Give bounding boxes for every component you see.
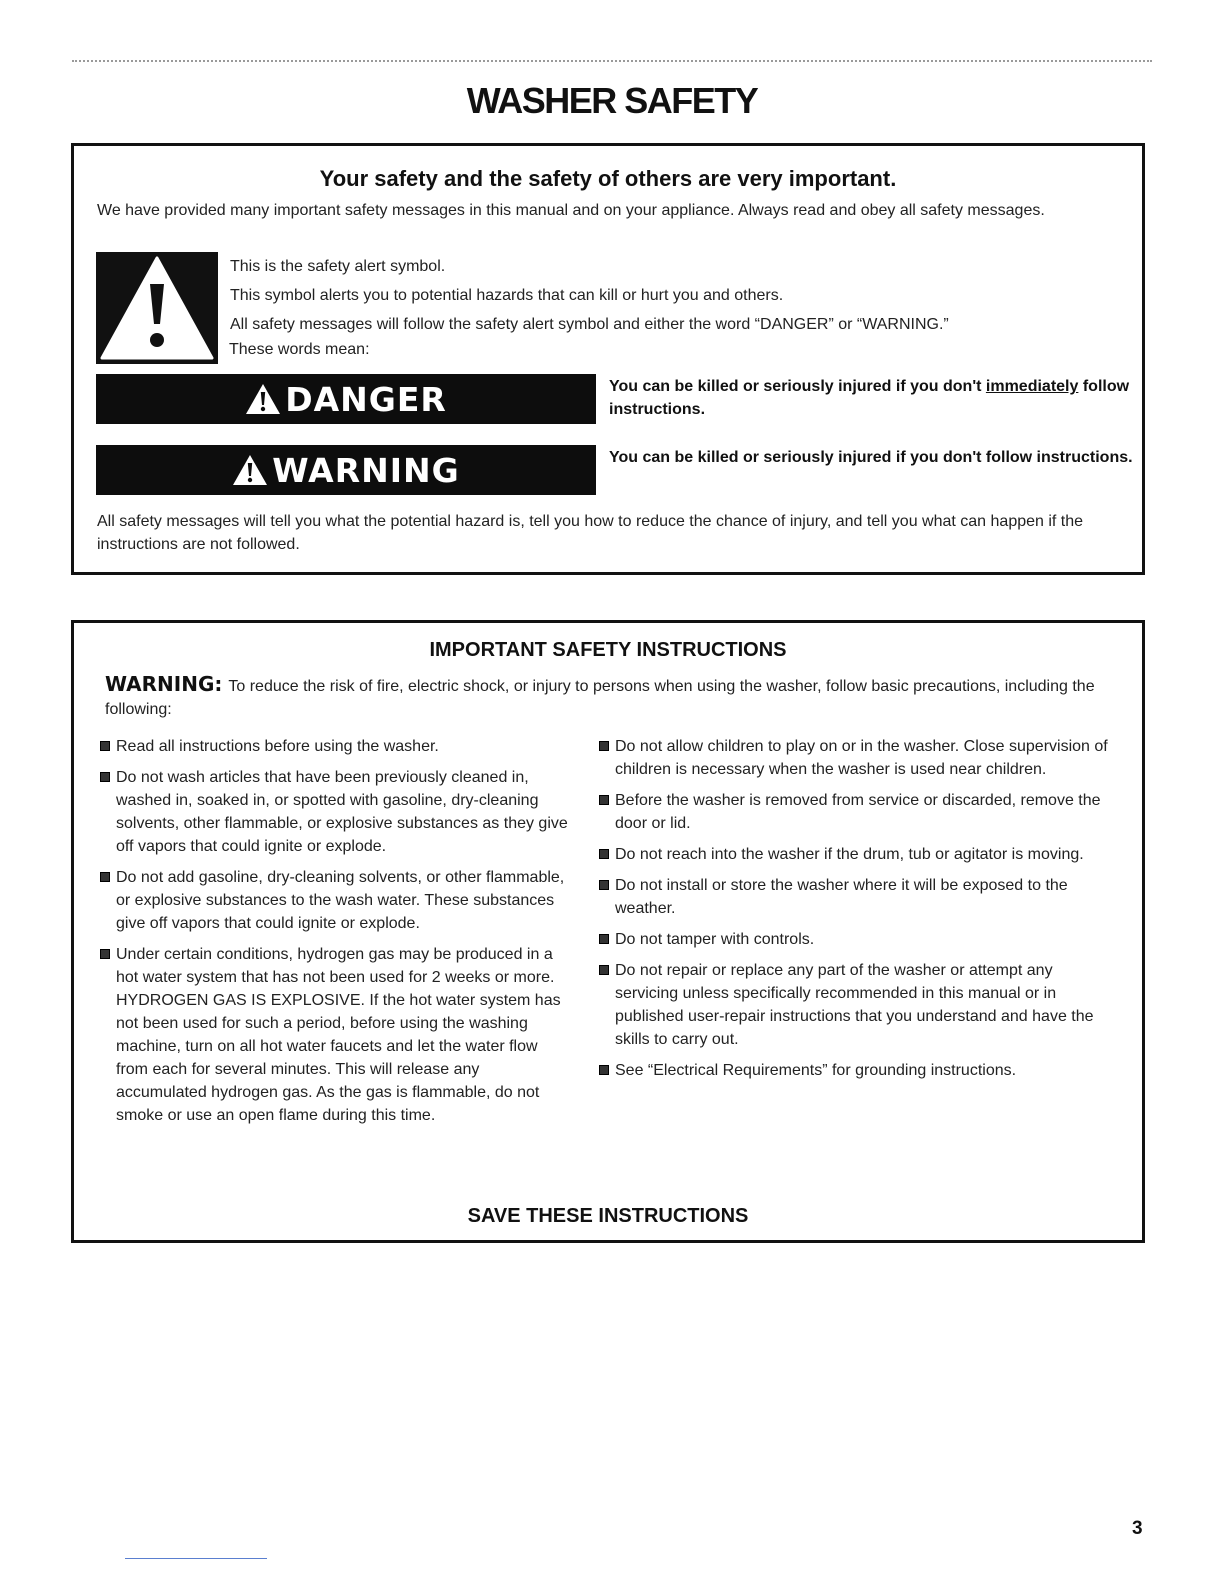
safety-alert-icon — [96, 252, 218, 364]
alert-line: These words mean: — [229, 341, 370, 358]
list-item — [100, 943, 570, 1127]
list-item — [100, 866, 570, 935]
bottom-rule — [125, 1558, 267, 1559]
warning-signal-bar — [96, 445, 596, 495]
danger-text-end: follow instructions. — [609, 378, 1130, 418]
danger-text: You can be killed or seriously injured if you don't — [609, 378, 986, 395]
alert-line: All safety messages will follow the safety alert symbol and either the word “DANGER” or “WARNING.” — [230, 316, 949, 333]
list-item — [599, 874, 1119, 920]
bullet-icon — [100, 949, 110, 959]
instructions-box — [71, 620, 1145, 1243]
instructions-right-column — [599, 735, 1119, 1090]
safety-heading: Your safety and the safety of others are very important. — [319, 166, 897, 191]
instructions-heading: IMPORTANT SAFETY INSTRUCTIONS — [429, 639, 787, 661]
list-item — [599, 959, 1119, 1051]
instructions-warning — [105, 673, 1105, 721]
list-item-text: Do not reach into the washer if the drum, tub or agitator is moving. — [615, 846, 1084, 863]
safety-footer: All safety messages will tell you what the potential hazard is, tell you how to reduce the chance of injury, and tell you what can happen if the instructions are not followed. — [97, 513, 1084, 553]
bullet-icon — [100, 772, 110, 782]
danger-definition — [609, 375, 1139, 421]
alert-line: This is the safety alert symbol. — [230, 258, 446, 275]
list-item — [599, 735, 1119, 781]
page-number: 3 — [1132, 1518, 1143, 1539]
danger-text-emphasis: immediately — [985, 378, 1079, 395]
list-item-text: Do not tamper with controls. — [615, 931, 815, 948]
bullet-icon — [599, 795, 609, 805]
instructions-left-column — [100, 735, 570, 1135]
warning-body: To reduce the risk of fire, electric shock, or injury to persons when using the washer, follow basic precautions, including the following: — [105, 678, 1095, 718]
bullet-icon — [599, 1065, 609, 1075]
warning-definition: You can be killed or seriously injured if you don't follow instructions. — [609, 449, 1133, 466]
bullet-icon — [599, 741, 609, 751]
page-title: WASHER SAFETY — [466, 80, 758, 121]
danger-signal-bar — [96, 374, 596, 424]
list-item-text: Do not allow children to play on or in the washer. Close supervision of children is necessary when the washer is used near children. — [615, 738, 1108, 778]
list-item — [599, 928, 1119, 951]
list-item-text: See “Electrical Requirements” for grounding instructions. — [615, 1062, 1017, 1079]
bullet-icon — [599, 880, 609, 890]
safety-box — [71, 143, 1145, 575]
alert-triangle-icon — [245, 383, 281, 415]
danger-label: DANGER — [285, 379, 447, 419]
list-item-text: Do not install or store the washer where it will be exposed to the weather. — [615, 877, 1068, 917]
warning-prefix: WARNING: — [105, 672, 223, 696]
alert-line: This symbol alerts you to potential hazards that can kill or hurt you and others. — [230, 287, 784, 304]
bullet-icon — [599, 965, 609, 975]
bullet-icon — [100, 741, 110, 751]
list-item — [100, 735, 570, 758]
list-item-text: Do not wash articles that have been previously cleaned in, washed in, soaked in, or spotted with gasoline, dry-cleaning solvents, other flammable, or explosive substances as they give off vapors that could ignite or explode. — [116, 769, 568, 855]
list-item-text: Under certain conditions, hydrogen gas may be produced in a hot water system that has not been used for 2 weeks or more. HYDROGEN GAS IS EXPLOSIVE. If the hot water system has not been used for such a period, before using the washing machine, turn on all hot water faucets and let the water flow from each for several minutes. This will release any accumulated hydrogen gas. As the gas is flammable, do not smoke or use an open flame during this time. — [116, 946, 561, 1124]
bullet-icon — [599, 934, 609, 944]
list-item-text: Do not add gasoline, dry-cleaning solvents, or other flammable, or explosive substances to the wash water. These substances give off vapors that could ignite or explode. — [116, 869, 565, 932]
list-item — [599, 789, 1119, 835]
alert-triangle-icon — [232, 454, 268, 486]
bullet-icon — [100, 872, 110, 882]
list-item — [599, 843, 1119, 866]
bullet-icon — [599, 849, 609, 859]
list-item-text: Do not repair or replace any part of the washer or attempt any servicing unless specifically recommended in this manual or in published user-repair instructions that you understand and have the skills to carry out. — [615, 962, 1094, 1048]
list-item — [599, 1059, 1119, 1082]
top-dotted-rule — [72, 60, 1152, 62]
list-item-text: Read all instructions before using the washer. — [116, 738, 439, 755]
safety-intro: We have provided many important safety messages in this manual and on your appliance. Always read and obey all safety messages. — [97, 202, 1045, 219]
save-instructions-footer: SAVE THESE INSTRUCTIONS — [467, 1205, 749, 1227]
warning-label: WARNING — [272, 450, 460, 490]
list-item — [100, 766, 570, 858]
list-item-text: Before the washer is removed from service or discarded, remove the door or lid. — [615, 792, 1101, 832]
